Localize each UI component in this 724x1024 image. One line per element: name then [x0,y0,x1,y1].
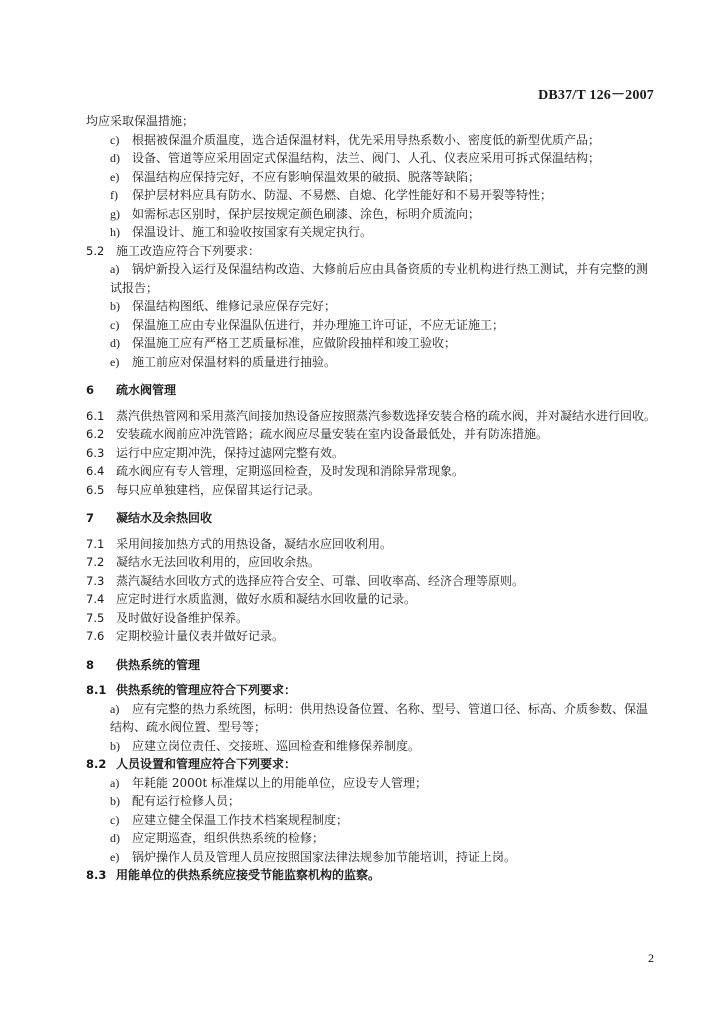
list-item: d) 应定期巡查，组织供热系统的检修； [110,831,325,845]
list-item: d) 设备、管道等应采用固定式保温结构，法兰、阀门、人孔、仪表应采用可拆式保温结构； [110,151,601,165]
clause-6-1: 6.1 蒸汽供热管网和采用蒸汽间接加热设备应按照蒸汽参数选择安装合格的疏水阀，并对凝结水进行回收。 [86,408,657,423]
section-7-heading: 7 凝结水及余热回收 [86,511,213,525]
list-item-wrapped: a) 锅炉新投入运行及保温结构改造、大修前后应由具备资质的专业机构进行热工测试，并有完整的测试报告； [110,262,649,295]
list-item: b) 配有运行检修人员； [110,794,241,808]
clause-7-5: 7.5 及时做好设备维护保养。 [86,610,249,625]
continued-text: 均应采取保温措施； [86,114,195,128]
list-item: f) 保护层材料应具有防水、防湿、不易燃、自熄、化学性能好和不易开裂等特性； [110,188,553,202]
clause-7-4: 7.4 应定时进行水质监测，做好水质和凝结水回收量的记录。 [86,592,417,606]
list-item: e) 施工前应对保温材料的质量进行抽验。 [110,354,337,369]
list-item: c) 应建立健全保温工作技术档案规程制度； [110,812,349,827]
section-6-heading: 6 疏水阀管理 [86,383,177,397]
clause-8-1: 8.1 供热系统的管理应符合下列要求： [86,683,297,697]
clause-7-6: 7.6 定期校验计量仪表并做好记录。 [86,629,285,643]
list-item: c) 根据被保温介质温度，选合适保温材料，优先采用导热系数小、密度低的新型优质产品； [110,132,601,147]
clause-8-3: 8.3 用能单位的供热系统应接受节能监察机构的监察。 [86,868,381,882]
page-number: 2 [648,951,654,965]
section-8-heading: 8 供热系统的管理 [86,657,201,672]
clause-6-5: 6.5 每只应单独建档，应保留其运行记录。 [86,482,321,497]
list-item: h) 保温设计、施工和验收按国家有关规定执行。 [110,225,373,239]
clause-5-2: 5.2 施工改造应符合下列要求： [86,243,261,258]
list-item-wrapped: a) 应有完整的热力系统图，标明：供用热设备位置、名称、型号、管道口径、标高、介质参数、保温结构、疏水阀位置、型号等； [110,701,649,734]
clause-6-3: 6.3 运行中应定期冲洗，保持过滤网完整有效。 [86,445,345,460]
clause-6-4: 6.4 疏水阀应有专人管理，定期巡回检查，及时发现和消除异常现象。 [86,464,465,478]
clause-7-1: 7.1 采用间接加热方式的用热设备，凝结水应回收利用。 [86,536,393,551]
document-body [86,112,658,885]
list-item: b) 应建立岗位责任、交接班、巡回检查和维修保养制度。 [110,738,421,753]
list-item: d) 保温施工应有严格工艺质量标准，应做阶段抽样和竣工验收； [110,336,457,350]
list-item: g) 如需标志区别时，保护层按规定颜色刷漆、涂色，标明介质流向； [110,206,481,221]
clause-6-2: 6.2 安装疏水阀前应冲洗管路；疏水阀应尽量安装在室内设备最低处，并有防冻措施。 [86,427,549,441]
clause-7-2: 7.2 凝结水无法回收利用的，应回收余热。 [86,555,321,569]
list-item: b) 保温结构图纸、维修记录应保存完好； [110,299,337,313]
clause-7-3: 7.3 蒸汽凝结水回收方式的选择应符合安全、可靠、回收率高、经济合理等原则。 [86,573,525,588]
standard-code-header: DB37/T 126－2007 [538,88,654,103]
list-item: c) 保温施工应由专业保温队伍进行，并办理施工许可证，不应无证施工； [110,317,505,332]
list-item: e) 保温结构应保持完好，不应有影响保温效果的破损、脱落等缺陷； [110,169,481,184]
clause-8-2: 8.2 人员设置和管理应符合下列要求： [86,757,297,771]
list-item: a) 年耗能 2000t 标准煤以上的用能单位，应设专人管理； [110,775,427,790]
list-item: e) 锅炉操作人员及管理人员应按照国家法律法规参加节能培训，持证上岗。 [110,849,517,864]
